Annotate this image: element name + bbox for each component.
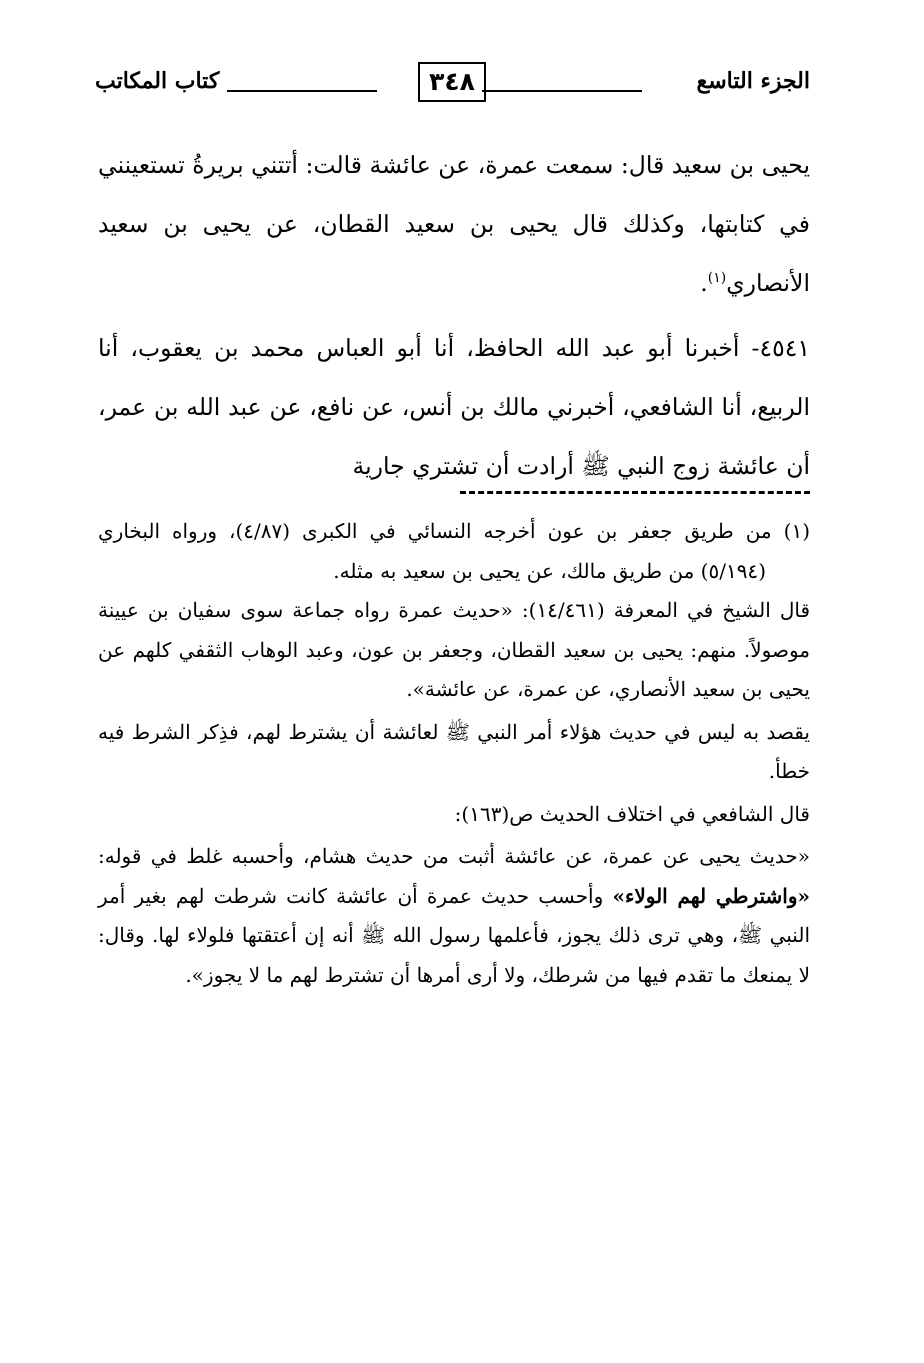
footnote-paragraph: قال الشافعي في اختلاف الحديث ص(١٦٣):	[454, 801, 810, 826]
header-rule	[482, 90, 642, 92]
footnote-separator	[460, 491, 810, 494]
page-number: ٣٤٨	[418, 62, 486, 102]
quote-start: «حديث يحيى عن عمرة، عن عائشة أثبت من حديث هشام، وأحسبه غلط في قوله:	[98, 844, 810, 868]
running-header	[95, 62, 810, 110]
quote-bold-phrase: «واشترطي لهم الولاء»	[612, 883, 810, 908]
continuation-text: يحيى بن سعيد قال: سمعت عمرة، عن عائشة قالت: أتتني بريرةُ تستعينني في كتابتها، وكذلك قال يحيى بن سعيد القطان، عن يحيى بن سعيد الأنصاري	[98, 151, 810, 297]
main-text	[98, 136, 810, 496]
continuation-paragraph	[98, 136, 810, 313]
footnotes	[98, 512, 810, 995]
header-rule	[227, 90, 377, 92]
hadith-entry: ٤٥٤١- أخبرنا أبو عبد الله الحافظ، أنا أبو العباس محمد بن يعقوب، أنا الربيع، أنا الشافعي، أخبرني مالك بن أنس، عن نافع، عن عبد الله بن عمر، أن عائشة زوج النبي ﷺ أرادت أن تشتري جارية	[98, 334, 810, 480]
footnote-paragraph: قال الشيخ في المعرفة (١٤/٤٦١): «حديث عمرة رواه جماعة سوى سفيان بن عيينة موصولاً. منهم: يحيى بن سعيد القطان، وجعفر بن عون، وعبد الوهاب الثقفي كلهم عن يحيى بن سعيد الأنصاري، عن عمرة، عن عائشة».	[98, 598, 811, 701]
footnote-paragraph: يقصد به ليس في حديث هؤلاء أمر النبي ﷺ لعائشة أن يشترط لهم، فذِكر الشرط فيه خطأ.	[98, 719, 810, 783]
footnote-ref[interactable]: (١)	[707, 270, 727, 287]
footnote-quote	[98, 837, 810, 995]
continuation-end: .	[700, 269, 708, 297]
quote-end: وأحسب حديث عمرة أن عائشة كانت شرطت لهم بغير أمر النبي ﷺ، وهي ترى ذلك يجوز، فأعلمها رسول الله ﷺ أنه إن أعتقتها فلولاء لها. وقال: لا يمنعك ما تقدم فيها من شرطك، ولا أرى أمرها أن تشترط لهم ما لا يجوز».	[98, 883, 810, 987]
footnote-1: (١) من طريق جعفر بن عون أخرجه النسائي في الكبرى (٤/٨٧)، ورواه البخاري (٥/١٩٤) من طريق مالك، عن يحيى بن سعيد به مثله.	[98, 519, 811, 583]
book-title: كتاب المكاتب	[95, 68, 220, 94]
part-title: الجزء التاسع	[696, 68, 810, 94]
